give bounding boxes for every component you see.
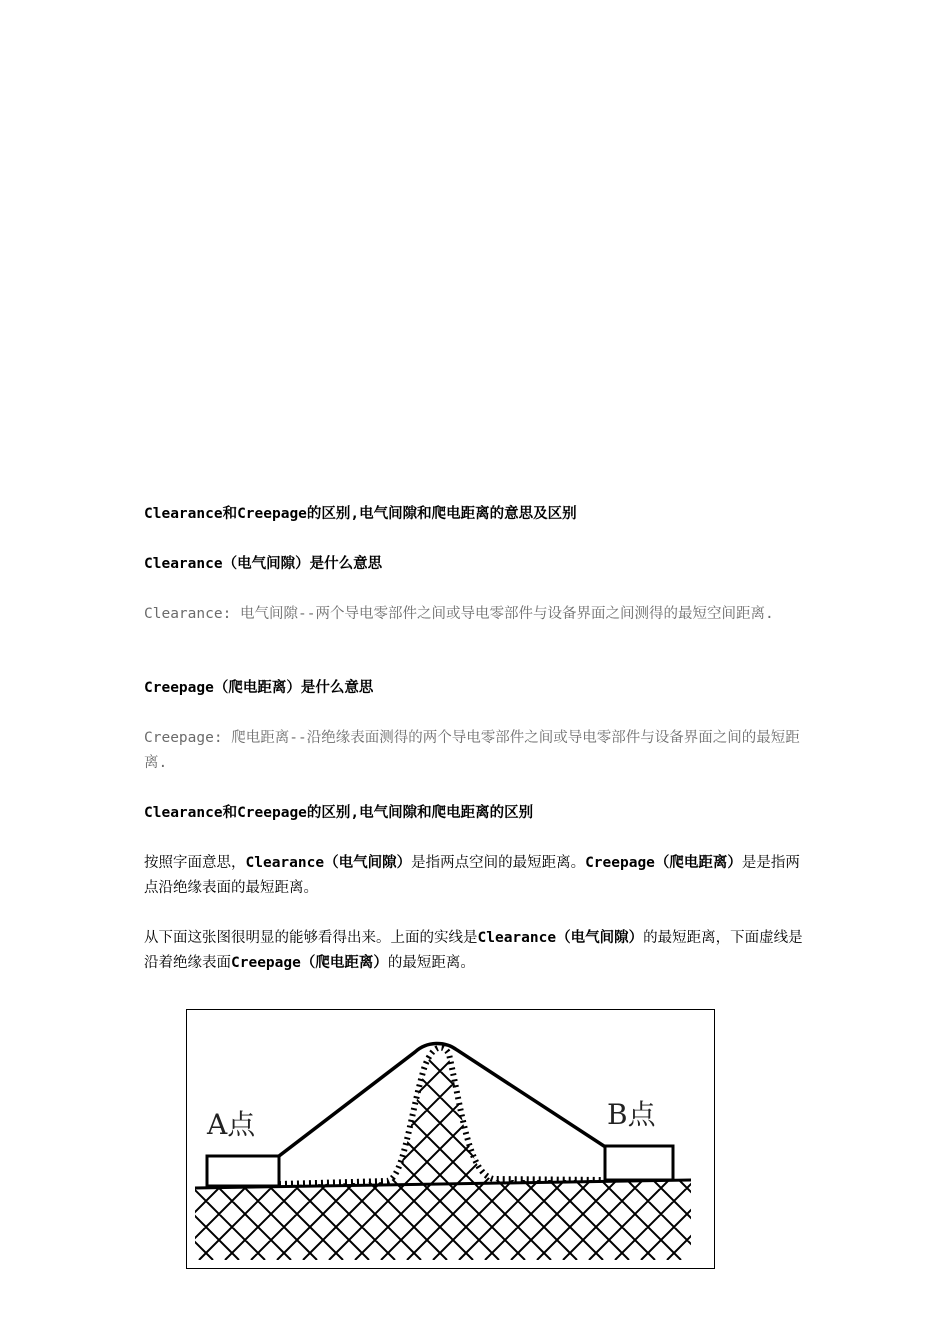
para2-text-3: 的最短距离。: [387, 955, 475, 971]
para1-clearance-term: Clearance（电气间隙）: [245, 855, 412, 871]
conductor-b: [605, 1146, 673, 1180]
paragraph-literal-meaning: [144, 851, 814, 901]
diagram-svg: [187, 1010, 714, 1268]
creepage-definition-text: 爬电距离--沿绝缘表面测得的两个导电零部件之间或导电零部件与设备界面之间的最短距离.: [144, 730, 800, 771]
para2-text-2: 的最短距离，下面虚线是沿着绝缘表面: [144, 930, 803, 971]
para1-text-2: 是指两点空间的最短距离。: [411, 855, 586, 871]
label-point-a: A点: [207, 1108, 256, 1141]
clearance-question: Clearance（电气间隙）是什么意思: [144, 556, 383, 572]
creepage-term: Creepage:: [144, 730, 223, 746]
creepage-definition: [144, 726, 814, 776]
conductor-a: [207, 1156, 279, 1186]
para1-text-1: 按照字面意思，: [144, 855, 246, 871]
para1-text-3: 是是指两点沿绝缘表面的最短距离。: [144, 855, 800, 896]
para2-clearance-term: Clearance（电气间隙）: [477, 930, 644, 946]
creepage-question: Creepage（爬电距离）是什么意思: [144, 680, 374, 696]
clearance-definition: [144, 602, 814, 627]
clearance-creepage-diagram: [186, 1009, 715, 1269]
para2-creepage-term: Creepage（爬电距离）: [231, 955, 388, 971]
difference-heading: Clearance和Creepage的区别,电气间隙和爬电距离的区别: [144, 805, 534, 821]
doc-heading: Clearance和Creepage的区别,电气间隙和爬电距离的意思及区别: [144, 506, 577, 522]
para2-text-1: 从下面这张图很明显的能够看得出来。上面的实线是: [144, 930, 478, 946]
clearance-term: Clearance:: [144, 606, 232, 622]
paragraph-figure-explanation: [144, 926, 814, 976]
label-point-b: B点: [607, 1098, 656, 1131]
clearance-definition-text: 电气间隙--两个导电零部件之间或导电零部件与设备界面之间测得的最短空间距离.: [231, 606, 774, 622]
para1-creepage-term: Creepage（爬电距离）: [585, 855, 742, 871]
